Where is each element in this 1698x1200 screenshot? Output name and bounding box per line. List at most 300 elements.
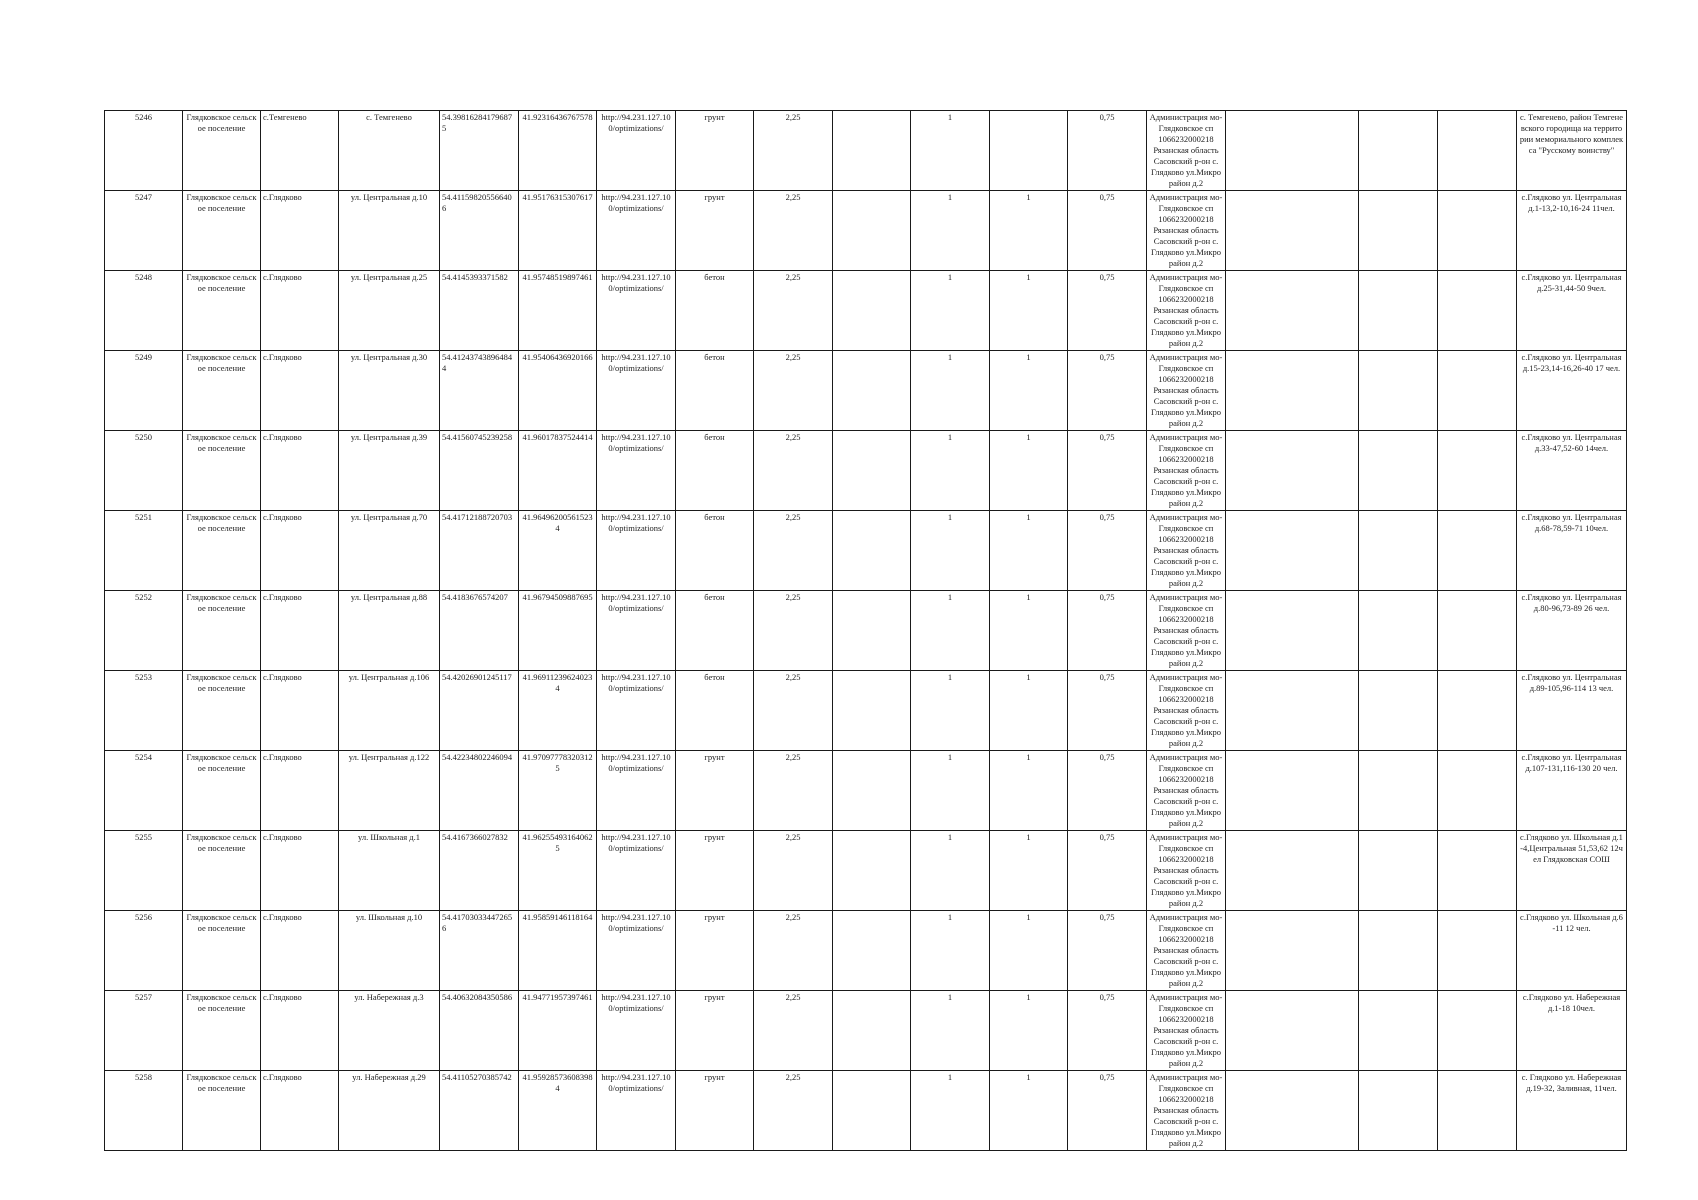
settlement-name: Глядковское сельское поселение [183,831,261,911]
longitude: 41.95176315307617 [519,191,597,271]
owner-admin-line: Глядково ул.Микрорайон д.2 [1150,647,1221,668]
longitude: 41.96255493164062 5 [519,831,597,911]
container-count: 1 [911,671,990,751]
locality-name: с.Глядково [261,511,339,591]
surface-type: бетон [676,271,754,351]
owner-admin [1147,671,1226,751]
container-volume: 0,75 [1068,991,1147,1071]
empty-cell [1226,431,1359,511]
owner-admin [1147,511,1226,591]
row-number: 5250 [105,431,183,511]
empty-cell [833,271,911,351]
owner-admin-line: Глядково ул.Микрорайон д.2 [1150,1127,1221,1148]
owner-admin-line: Глядковское сп [1158,1003,1214,1013]
container-volume: 0,75 [1068,591,1147,671]
owner-admin-line: Рязанская область [1153,945,1219,955]
row-number: 5252 [105,591,183,671]
area-value: 2,25 [754,351,833,431]
owner-admin [1147,991,1226,1071]
longitude: 41.95859146118164 [519,911,597,991]
owner-admin-line: Администрация мо- [1149,112,1223,122]
owner-admin-line: Рязанская область [1153,865,1219,875]
empty-cell [1359,111,1438,191]
container-count: 1 [911,911,990,991]
owner-admin-line: Глядковское сп [1158,843,1214,853]
owner-admin-line: 1066232000218 [1158,1094,1214,1104]
owner-admin-line: 1066232000218 [1158,614,1214,624]
empty-cell [1438,191,1517,271]
empty-cell [1359,351,1438,431]
source-url: http://94.231.127.100/optimizations/ [597,671,676,751]
table-row [105,431,1627,511]
settlement-name: Глядковское сельское поселение [183,991,261,1071]
owner-admin-line: Рязанская область [1153,625,1219,635]
locality-name: с.Глядково [261,431,339,511]
empty-cell [1359,831,1438,911]
row-number: 5253 [105,671,183,751]
locality-name: с.Глядково [261,751,339,831]
owner-admin-line: Сасовский р-он с. [1153,1036,1219,1046]
street-address: ул. Центральная д.39 [339,431,440,511]
container-count: 1 [911,431,990,511]
container-count-2: 1 [990,911,1068,991]
owner-admin-line: Сасовский р-он с. [1153,796,1219,806]
owner-admin-line: Рязанская область [1153,1025,1219,1035]
row-number: 5254 [105,751,183,831]
locality-name: с.Глядково [261,591,339,671]
row-number: 5258 [105,1071,183,1151]
longitude: 41.96017837524414 [519,431,597,511]
locality-name: с.Глядково [261,831,339,911]
surface-type: грунт [676,911,754,991]
locality-name: с.Глядково [261,351,339,431]
surface-type: бетон [676,431,754,511]
container-count-2: 1 [990,751,1068,831]
latitude: 54.4145393371582 [440,271,519,351]
area-value: 2,25 [754,591,833,671]
empty-cell [1226,751,1359,831]
container-count: 1 [911,1071,990,1151]
owner-admin-line: Сасовский р-он с. [1153,876,1219,886]
source-url: http://94.231.127.100/optimizations/ [597,591,676,671]
container-count: 1 [911,351,990,431]
served-area-note: с.Глядково ул. Центральная д.68-78,59-71 10чел. [1517,511,1627,591]
owner-admin-line: Администрация мо- [1149,352,1223,362]
container-count-2: 1 [990,831,1068,911]
empty-cell [1226,271,1359,351]
source-url: http://94.231.127.100/optimizations/ [597,831,676,911]
surface-type: бетон [676,671,754,751]
owner-admin-line: Сасовский р-он с. [1153,396,1219,406]
surface-type: грунт [676,991,754,1071]
surface-type: бетон [676,591,754,671]
source-url: http://94.231.127.100/optimizations/ [597,511,676,591]
locality-name: с.Глядково [261,911,339,991]
owner-admin-line: Глядковское сп [1158,1083,1214,1093]
owner-admin-line: Рязанская область [1153,145,1219,155]
empty-cell [1226,511,1359,591]
latitude: 54.39816284179687 5 [440,111,519,191]
settlement-name: Глядковское сельское поселение [183,751,261,831]
empty-cell [833,351,911,431]
empty-cell [1438,111,1517,191]
empty-cell [1359,511,1438,591]
owner-admin-line: Сасовский р-он с. [1153,316,1219,326]
container-count: 1 [911,591,990,671]
container-volume: 0,75 [1068,111,1147,191]
settlement-name: Глядковское сельское поселение [183,191,261,271]
empty-cell [1438,511,1517,591]
empty-cell [1226,671,1359,751]
settlement-name: Глядковское сельское поселение [183,911,261,991]
owner-admin-line: Глядково ул.Микрорайон д.2 [1150,567,1221,588]
locality-name: с.Глядково [261,991,339,1071]
owner-admin-line: Глядковское сп [1158,123,1214,133]
empty-cell [1438,271,1517,351]
container-count: 1 [911,831,990,911]
source-url: http://94.231.127.100/optimizations/ [597,351,676,431]
table-row [105,511,1627,591]
locality-name: с.Глядково [261,191,339,271]
owner-admin-line: 1066232000218 [1158,374,1214,384]
served-area-note: с.Глядково ул. Школьная д.1-4,Центральная 51,53,62 12чел Глядковская СОШ [1517,831,1627,911]
owner-admin-line: Администрация мо- [1149,1072,1223,1082]
row-number: 5255 [105,831,183,911]
empty-cell [1438,751,1517,831]
source-url: http://94.231.127.100/optimizations/ [597,751,676,831]
table-row [105,671,1627,751]
empty-cell [1359,671,1438,751]
row-number: 5251 [105,511,183,591]
area-value: 2,25 [754,751,833,831]
longitude: 41.96794509887695 [519,591,597,671]
empty-cell [833,511,911,591]
owner-admin-line: Глядково ул.Микрорайон д.2 [1150,1047,1221,1068]
owner-admin-line: Администрация мо- [1149,992,1223,1002]
owner-admin-line: 1066232000218 [1158,134,1214,144]
empty-cell [833,831,911,911]
empty-cell [1438,991,1517,1071]
owner-admin-line: Глядковское сп [1158,283,1214,293]
empty-cell [1226,991,1359,1071]
empty-cell [1226,831,1359,911]
container-count-2: 1 [990,591,1068,671]
area-value: 2,25 [754,431,833,511]
settlement-name: Глядковское сельское поселение [183,671,261,751]
longitude: 41.92316436767578 [519,111,597,191]
served-area-note: с. Темгенево, район Темгеневского городища на территории мемориального комплекса "Русскому воинству" [1517,111,1627,191]
container-volume: 0,75 [1068,1071,1147,1151]
container-count: 1 [911,991,990,1071]
row-number: 5256 [105,911,183,991]
empty-cell [1438,431,1517,511]
owner-admin-line: Администрация мо- [1149,432,1223,442]
owner-admin-line: Сасовский р-он с. [1153,716,1219,726]
owner-admin-line: Глядковское сп [1158,443,1214,453]
container-volume: 0,75 [1068,431,1147,511]
street-address: ул. Центральная д.70 [339,511,440,591]
table-row [105,111,1627,191]
container-count-2 [990,111,1068,191]
owner-admin-line: Рязанская область [1153,385,1219,395]
owner-admin-line: Администрация мо- [1149,752,1223,762]
owner-admin-line: Глядково ул.Микрорайон д.2 [1150,327,1221,348]
empty-cell [833,911,911,991]
owner-admin-line: Рязанская область [1153,465,1219,475]
container-volume: 0,75 [1068,911,1147,991]
settlement-name: Глядковское сельское поселение [183,351,261,431]
empty-cell [1359,911,1438,991]
owner-admin-line: Глядковское сп [1158,603,1214,613]
settlement-name: Глядковское сельское поселение [183,271,261,351]
empty-cell [1438,1071,1517,1151]
area-value: 2,25 [754,271,833,351]
latitude: 54.41703033447265 6 [440,911,519,991]
owner-admin [1147,271,1226,351]
table-row [105,1071,1627,1151]
container-count: 1 [911,271,990,351]
owner-admin-line: 1066232000218 [1158,534,1214,544]
owner-admin-line: 1066232000218 [1158,694,1214,704]
empty-cell [833,991,911,1071]
container-count-2: 1 [990,431,1068,511]
table-row [105,591,1627,671]
settlement-name: Глядковское сельское поселение [183,591,261,671]
latitude: 54.41560745239258 [440,431,519,511]
source-url: http://94.231.127.100/optimizations/ [597,431,676,511]
area-value: 2,25 [754,671,833,751]
served-area-note: с.Глядково ул. Центральная д.15-23,14-16,26-40 17 чел. [1517,351,1627,431]
empty-cell [1438,831,1517,911]
street-address: ул. Центральная д.30 [339,351,440,431]
surface-type: грунт [676,191,754,271]
row-number: 5249 [105,351,183,431]
surface-type: бетон [676,511,754,591]
container-count-2: 1 [990,271,1068,351]
owner-admin-line: 1066232000218 [1158,774,1214,784]
owner-admin [1147,431,1226,511]
latitude: 54.41159820556640 6 [440,191,519,271]
empty-cell [833,111,911,191]
longitude: 41.95928573608398 4 [519,1071,597,1151]
latitude: 54.4167366027832 [440,831,519,911]
container-volume: 0,75 [1068,751,1147,831]
owner-admin-line: Глядково ул.Микрорайон д.2 [1150,967,1221,988]
surface-type: грунт [676,111,754,191]
empty-cell [1359,191,1438,271]
owner-admin [1147,911,1226,991]
source-url: http://94.231.127.100/optimizations/ [597,191,676,271]
empty-cell [1359,271,1438,351]
served-area-note: с.Глядково ул. Центральная д.89-105,96-114 13 чел. [1517,671,1627,751]
empty-cell [1226,111,1359,191]
owner-admin [1147,591,1226,671]
street-address: ул. Центральная д.10 [339,191,440,271]
owner-admin-line: Сасовский р-он с. [1153,556,1219,566]
owner-admin-line: 1066232000218 [1158,454,1214,464]
container-volume: 0,75 [1068,671,1147,751]
container-count-2: 1 [990,991,1068,1071]
source-url: http://94.231.127.100/optimizations/ [597,111,676,191]
empty-cell [1438,591,1517,671]
owner-admin-line: Администрация мо- [1149,512,1223,522]
table-row [105,191,1627,271]
row-number: 5257 [105,991,183,1071]
empty-cell [1438,911,1517,991]
area-value: 2,25 [754,911,833,991]
surface-type: грунт [676,1071,754,1151]
owner-admin-line: Администрация мо- [1149,272,1223,282]
owner-admin-line: 1066232000218 [1158,294,1214,304]
owner-admin-line: Рязанская область [1153,705,1219,715]
empty-cell [833,431,911,511]
owner-admin-line: Глядково ул.Микрорайон д.2 [1150,247,1221,268]
street-address: ул. Школьная д.10 [339,911,440,991]
owner-admin-line: Глядково ул.Микрорайон д.2 [1150,727,1221,748]
empty-cell [833,751,911,831]
empty-cell [1226,911,1359,991]
settlement-name: Глядковское сельское поселение [183,511,261,591]
locality-name: с.Глядково [261,671,339,751]
empty-cell [833,671,911,751]
owner-admin-line: Рязанская область [1153,785,1219,795]
container-count-2: 1 [990,671,1068,751]
served-area-note: с.Глядково ул. Центральная д.25-31,44-50 9чел. [1517,271,1627,351]
source-url: http://94.231.127.100/optimizations/ [597,991,676,1071]
owner-admin [1147,351,1226,431]
street-address: ул. Центральная д.25 [339,271,440,351]
owner-admin-line: Администрация мо- [1149,912,1223,922]
latitude: 54.40632084350586 [440,991,519,1071]
owner-admin-line: 1066232000218 [1158,1014,1214,1024]
area-value: 2,25 [754,191,833,271]
empty-cell [1226,351,1359,431]
locality-name: с.Глядково [261,1071,339,1151]
latitude: 54.41712188720703 [440,511,519,591]
empty-cell [833,591,911,671]
empty-cell [1438,671,1517,751]
surface-type: грунт [676,831,754,911]
area-value: 2,25 [754,511,833,591]
container-count-2: 1 [990,511,1068,591]
row-number: 5248 [105,271,183,351]
empty-cell [1226,1071,1359,1151]
container-volume: 0,75 [1068,351,1147,431]
owner-admin-line: Сасовский р-он с. [1153,1116,1219,1126]
owner-admin [1147,191,1226,271]
owner-admin-line: Администрация мо- [1149,192,1223,202]
owner-admin-line: Сасовский р-он с. [1153,956,1219,966]
table-body [105,111,1627,1151]
empty-cell [833,191,911,271]
served-area-note: с.Глядково ул. Школьная д.6-11 12 чел. [1517,911,1627,991]
latitude: 54.4183676574207 [440,591,519,671]
row-number: 5247 [105,191,183,271]
container-count: 1 [911,511,990,591]
container-volume: 0,75 [1068,271,1147,351]
container-volume: 0,75 [1068,511,1147,591]
street-address: ул. Школьная д.1 [339,831,440,911]
owner-admin-line: Глядково ул.Микрорайон д.2 [1150,487,1221,508]
latitude: 54.42234802246094 [440,751,519,831]
street-address: ул. Центральная д.106 [339,671,440,751]
owner-admin-line: Рязанская область [1153,305,1219,315]
owner-admin-line: Рязанская область [1153,1105,1219,1115]
longitude: 41.97097778320312 5 [519,751,597,831]
owner-admin-line: Глядковское сп [1158,683,1214,693]
owner-admin-line: Глядково ул.Микрорайон д.2 [1150,407,1221,428]
container-count: 1 [911,751,990,831]
owner-admin-line: Сасовский р-он с. [1153,636,1219,646]
empty-cell [1359,991,1438,1071]
empty-cell [1359,591,1438,671]
owner-admin-line: Сасовский р-он с. [1153,156,1219,166]
area-value: 2,25 [754,1071,833,1151]
owner-admin-line: Глядковское сп [1158,523,1214,533]
surface-type: грунт [676,751,754,831]
container-volume: 0,75 [1068,831,1147,911]
owner-admin-line: Глядково ул.Микрорайон д.2 [1150,887,1221,908]
owner-admin [1147,831,1226,911]
owner-admin-line: Глядковское сп [1158,203,1214,213]
owner-admin-line: Администрация мо- [1149,832,1223,842]
settlement-name: Глядковское сельское поселение [183,1071,261,1151]
container-count-2: 1 [990,351,1068,431]
served-area-note: с.Глядково ул. Центральная д.107-131,116-130 20 чел. [1517,751,1627,831]
container-count-2: 1 [990,191,1068,271]
table-row [105,751,1627,831]
served-area-note: с.Глядково ул. Набережная д.1-18 10чел. [1517,991,1627,1071]
area-value: 2,25 [754,831,833,911]
empty-cell [1359,431,1438,511]
street-address: с. Темгенево [339,111,440,191]
owner-admin [1147,751,1226,831]
registry-table [104,110,1627,1151]
owner-admin-line: 1066232000218 [1158,854,1214,864]
settlement-name: Глядковское сельское поселение [183,111,261,191]
area-value: 2,25 [754,991,833,1071]
container-count: 1 [911,111,990,191]
container-count: 1 [911,191,990,271]
street-address: ул. Центральная д.88 [339,591,440,671]
table-row [105,911,1627,991]
table-row [105,271,1627,351]
locality-name: с.Глядково [261,271,339,351]
longitude: 41.96911239624023 4 [519,671,597,751]
owner-admin [1147,111,1226,191]
source-url: http://94.231.127.100/optimizations/ [597,271,676,351]
street-address: ул. Набережная д.3 [339,991,440,1071]
served-area-note: с.Глядково ул. Центральная д.33-47,52-60 14чел. [1517,431,1627,511]
empty-cell [1359,1071,1438,1151]
owner-admin-line: Глядково ул.Микрорайон д.2 [1150,167,1221,188]
latitude: 54.41105270385742 [440,1071,519,1151]
latitude: 54.42026901245117 [440,671,519,751]
owner-admin [1147,1071,1226,1151]
locality-name: с.Темгенево [261,111,339,191]
street-address: ул. Центральная д.122 [339,751,440,831]
served-area-note: с.Глядково ул. Центральная д.1-13,2-10,16-24 11чел. [1517,191,1627,271]
area-value: 2,25 [754,111,833,191]
served-area-note: с. Глядково ул. Набережная д.19-32, Заливная, 11чел. [1517,1071,1627,1151]
latitude: 54.41243743896484 4 [440,351,519,431]
owner-admin-line: Администрация мо- [1149,672,1223,682]
owner-admin-line: Глядковское сп [1158,923,1214,933]
container-volume: 0,75 [1068,191,1147,271]
longitude: 41.95748519897461 [519,271,597,351]
longitude: 41.96496200561523 4 [519,511,597,591]
owner-admin-line: Рязанская область [1153,225,1219,235]
